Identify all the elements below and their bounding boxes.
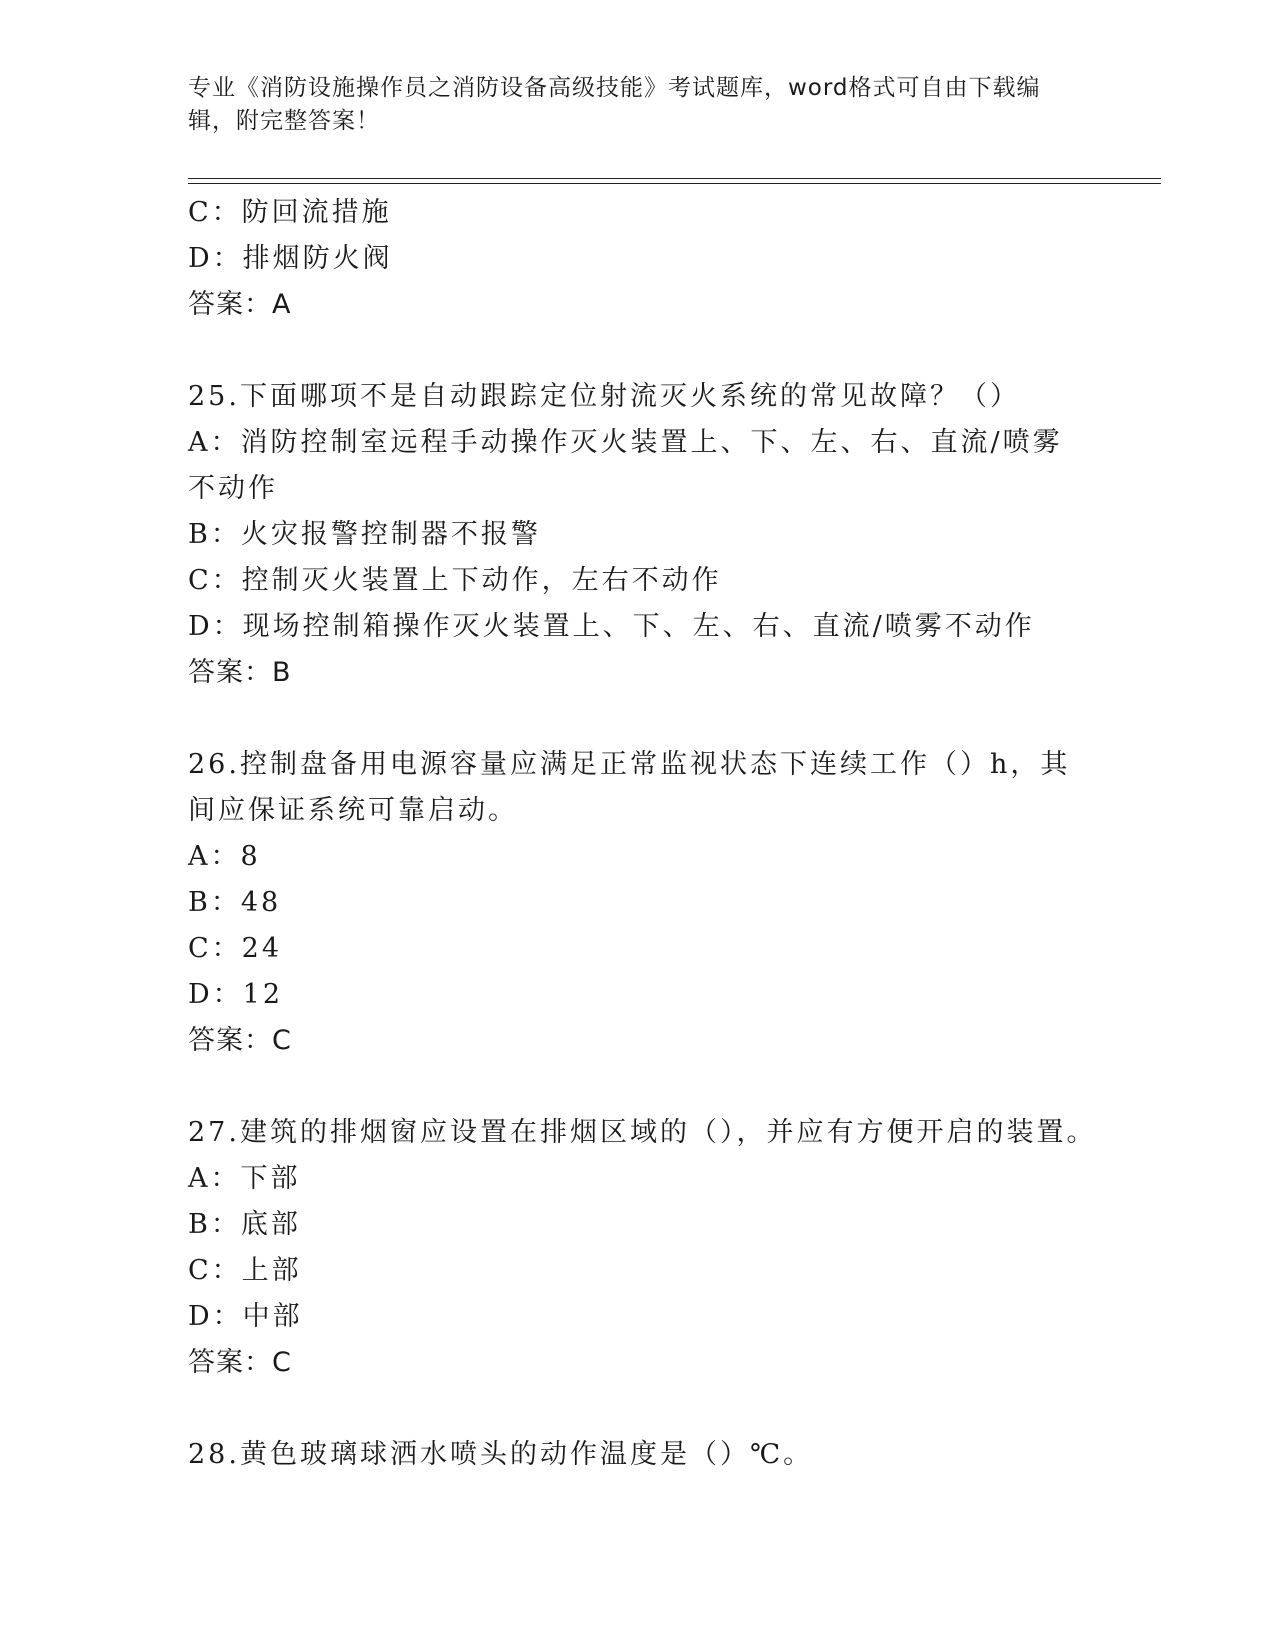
question-28	[188, 1432, 1088, 1478]
option-d: D：排烟防火阀	[188, 243, 393, 274]
option-d: D：中部	[188, 1301, 303, 1332]
question-stem: 25.下面哪项不是自动跟踪定位射流灭火系统的常见故障？（）	[188, 381, 1020, 412]
document-header: 专业《消防设施操作员之消防设备高级技能》考试题库，word格式可自由下载编辑，附完整答案！	[188, 75, 1041, 134]
option-a: A：消防控制室远程手动操作灭火装置上、下、左、右、直流/喷雾不动作	[188, 427, 1063, 504]
option-b: B：火灾报警控制器不报警	[188, 519, 541, 550]
option-b: B：底部	[188, 1209, 301, 1240]
answer: 答案：C	[188, 1347, 292, 1378]
question-content	[188, 190, 1097, 1478]
option-a: A：8	[188, 841, 261, 872]
option-d: D：12	[188, 979, 284, 1010]
question-25	[188, 374, 1088, 696]
option-c: C：控制灭火装置上下动作，左右不动作	[188, 565, 722, 596]
answer: 答案：A	[188, 289, 292, 320]
question-26	[188, 742, 1088, 1064]
option-c: C：上部	[188, 1255, 302, 1286]
option-d: D：现场控制箱操作灭火装置上、下、左、右、直流/喷雾不动作	[188, 611, 1035, 642]
question-stem: 27.建筑的排烟窗应设置在排烟区域的（），并应有方便开启的装置。	[188, 1117, 1097, 1148]
option-c: C：防回流措施	[188, 197, 392, 228]
option-a: A：下部	[188, 1163, 301, 1194]
header-rule-top	[188, 178, 1161, 179]
answer: 答案：B	[188, 657, 292, 688]
question-stem: 26.控制盘备用电源容量应满足正常监视状态下连续工作（）h，其间应保证系统可靠启动。	[188, 749, 1071, 826]
answer: 答案：C	[188, 1025, 292, 1056]
question-stem: 28.黄色玻璃球洒水喷头的动作温度是（）℃。	[188, 1439, 814, 1470]
question-27	[188, 1110, 1097, 1386]
header-rule-bottom	[188, 183, 1161, 184]
previous-question-tail	[188, 190, 1088, 328]
option-c: C：24	[188, 933, 283, 964]
option-b: B：48	[188, 887, 282, 918]
